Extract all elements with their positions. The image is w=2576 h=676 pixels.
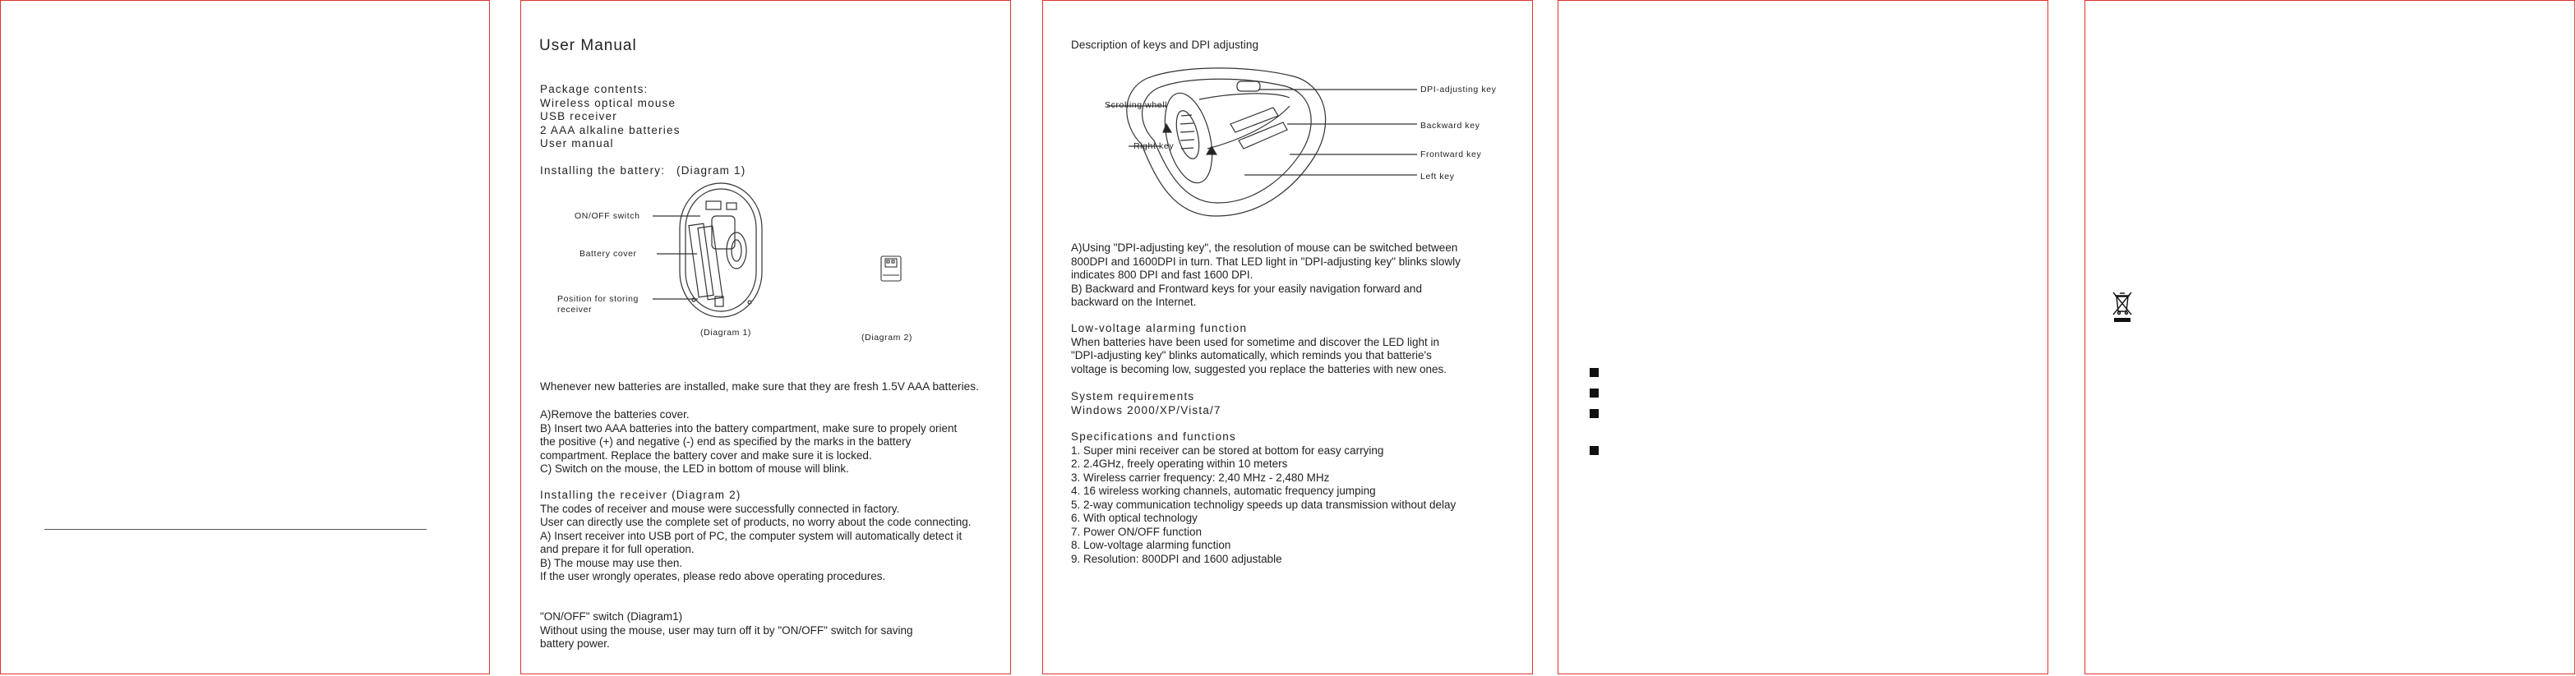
- battery-heading: Installing the battery:: [540, 164, 666, 177]
- receiver-line: B) The mouse may use then.: [540, 556, 683, 569]
- callout-receiver: receiver: [557, 305, 593, 315]
- weee-crossed-bin-icon: [2110, 290, 2135, 323]
- square-bullet-icon: [1590, 446, 1599, 455]
- spec-item: 3. Wireless carrier frequency: 2,40 MHz - 2,480 MHz: [1071, 471, 1330, 484]
- system-heading: System requirements: [1071, 390, 1195, 402]
- callout-on-off: ON/OFF switch: [575, 211, 640, 221]
- page-panel-1: [0, 0, 490, 674]
- package-item: Wireless optical mouse: [540, 96, 676, 109]
- low-voltage-section: [1071, 322, 1447, 376]
- specs-heading: Specifications and functions: [1071, 430, 1236, 443]
- specs-section: [1071, 430, 1456, 566]
- spec-item: 2. 2.4GHz, freely operating within 10 meters: [1071, 458, 1288, 470]
- spec-item: 6. With optical technology: [1071, 512, 1198, 524]
- switch-section: [540, 610, 913, 651]
- page-panel-5: [2084, 0, 2575, 674]
- callout-battery-cover: Battery cover: [579, 249, 637, 259]
- square-bullet-icon: [1590, 368, 1599, 377]
- receiver-line: and prepare it for full operation.: [540, 543, 695, 555]
- low-voltage-line: "DPI-adjusting key" blinks automatically, which reminds you that batterie's: [1071, 349, 1432, 361]
- label-backward: Backward key: [1420, 121, 1480, 131]
- dpi-line: backward on the Internet.: [1071, 296, 1197, 308]
- diagram-ref: (Diagram 1): [676, 164, 746, 177]
- horizontal-rule: [44, 529, 427, 530]
- page-panel-3: [1042, 0, 1533, 674]
- step-line: A)Remove the batteries cover.: [540, 408, 690, 421]
- package-item: 2 AAA alkaline batteries: [540, 123, 681, 136]
- label-left-key: Left key: [1420, 172, 1455, 182]
- label-scroll: Scrolling whell: [1105, 100, 1168, 110]
- receiver-line: User can directly use the complete set of products, no worry about the code connecting.: [540, 516, 972, 528]
- receiver-section: [540, 489, 972, 584]
- switch-line: battery power.: [540, 637, 610, 650]
- step-line: B) Insert two AAA batteries into the battery compartment, make sure to propely orient: [540, 421, 958, 435]
- square-bullet-icon: [1590, 389, 1599, 398]
- system-value: Windows 2000/XP/Vista/7: [1071, 403, 1221, 416]
- spec-item: 7. Power ON/OFF function: [1071, 525, 1203, 538]
- spec-item: 9. Resolution: 800DPI and 1600 adjustable: [1071, 552, 1282, 565]
- keys-heading: Description of keys and DPI adjusting: [1071, 39, 1259, 51]
- step-line: the positive (+) and negative (-) end as specified by the marks in the battery: [540, 435, 912, 448]
- receiver-line: If the user wrongly operates, please redo above operating procedures.: [540, 570, 886, 582]
- label-right-key: Right key: [1133, 141, 1175, 151]
- package-item: USB receiver: [540, 110, 617, 122]
- diagram-1-caption: (Diagram 1): [700, 328, 752, 338]
- page-panel-2: [520, 0, 1011, 674]
- low-voltage-heading: Low-voltage alarming function: [1071, 322, 1248, 334]
- page-panel-4: [1558, 0, 2048, 674]
- receiver-heading: Installing the receiver (Diagram 2): [540, 489, 741, 501]
- dpi-line: 800DPI and 1600DPI in turn. That LED light in "DPI-adjusting key" blinks slowly: [1071, 255, 1461, 268]
- low-voltage-line: When batteries have been used for sometime and discover the LED light in: [1071, 335, 1439, 348]
- low-voltage-line: voltage is becoming low, suggested you replace the batteries with new ones.: [1071, 362, 1447, 375]
- spec-item: 1. Super mini receiver can be stored at bottom for easy carrying: [1071, 444, 1384, 457]
- dpi-line: indicates 800 DPI and fast 1600 DPI.: [1071, 269, 1253, 281]
- system-section: [1071, 390, 1221, 417]
- switch-heading: "ON/OFF" switch (Diagram1): [540, 610, 683, 623]
- battery-steps: [540, 408, 957, 476]
- switch-line: Without using the mouse, user may turn off it by "ON/OFF" switch for saving: [540, 623, 913, 637]
- package-heading: Package contents:: [540, 83, 649, 95]
- spec-item: 5. 2-way communication technoligy speeds up data transmission without delay: [1071, 498, 1457, 511]
- label-dpi: DPI-adjusting key: [1420, 85, 1497, 94]
- spec-item: 8. Low-voltage alarming function: [1071, 539, 1231, 551]
- receiver-line: A) Insert receiver into USB port of PC, the computer system will automatically detect it: [540, 529, 963, 542]
- dpi-description: [1071, 241, 1461, 310]
- square-bullet-icon: [1590, 409, 1599, 418]
- page-title: User Manual: [539, 37, 637, 54]
- receiver-line: The codes of receiver and mouse were successfully connected in factory.: [540, 502, 900, 515]
- callout-position: Position for storing: [557, 294, 639, 304]
- step-line: C) Switch on the mouse, the LED in bottom of mouse will blink.: [540, 462, 849, 475]
- dpi-line: B) Backward and Frontward keys for your easily navigation forward and: [1071, 282, 1422, 295]
- diagram-2-caption: (Diagram 2): [861, 333, 913, 343]
- dpi-line: A)Using "DPI-adjusting key", the resolution of mouse can be switched between: [1071, 241, 1458, 254]
- battery-note: Whenever new batteries are installed, make sure that they are fresh 1.5V AAA batteries.: [540, 380, 979, 393]
- spec-item: 4. 16 wireless working channels, automatic frequency jumping: [1071, 485, 1376, 497]
- package-item: User manual: [540, 137, 614, 149]
- step-line: compartment. Replace the battery cover and make sure it is locked.: [540, 448, 872, 462]
- label-frontward: Frontward key: [1420, 149, 1482, 159]
